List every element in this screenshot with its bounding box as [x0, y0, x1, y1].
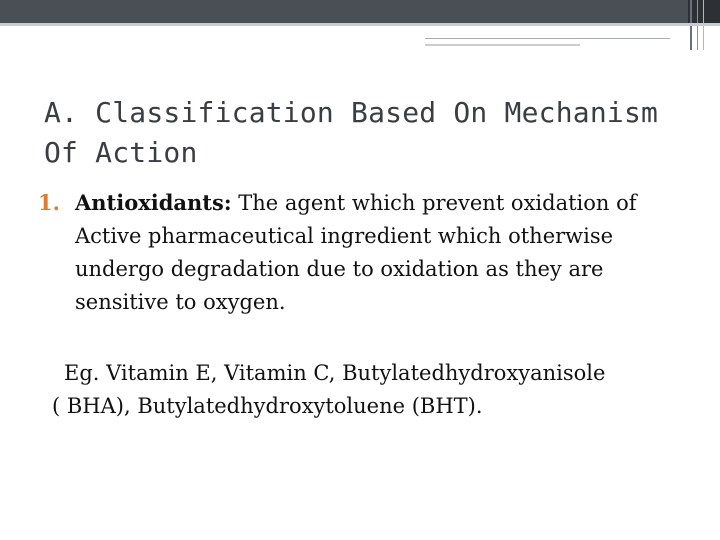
item-number: 1. [38, 190, 60, 215]
example-text [52, 357, 712, 423]
numbered-item [38, 186, 698, 319]
example-line-1: Eg. Vitamin E, Vitamin C, Butylatedhydroxyanisole [64, 361, 606, 385]
decorative-line [425, 38, 670, 39]
slide-title-line-1: A. Classification Based On Mechanism [44, 96, 659, 129]
example-line-2: ( BHA), Butylatedhydroxytoluene (BHT). [52, 394, 483, 418]
decorative-line [0, 23, 720, 26]
item-text [75, 186, 698, 319]
item-heading: Antioxidants: [75, 190, 232, 215]
slide-title-line-2: Of Action [44, 136, 198, 169]
item-body: The agent which prevent oxidation of Active pharmaceutical ingredient which otherwise undergo degradation due to oxidation as they are sensitive to oxygen. [75, 191, 637, 314]
decorative-line [425, 44, 580, 46]
slide-title [44, 93, 684, 173]
top-banner [0, 0, 720, 23]
top-banner-accent [688, 0, 720, 23]
